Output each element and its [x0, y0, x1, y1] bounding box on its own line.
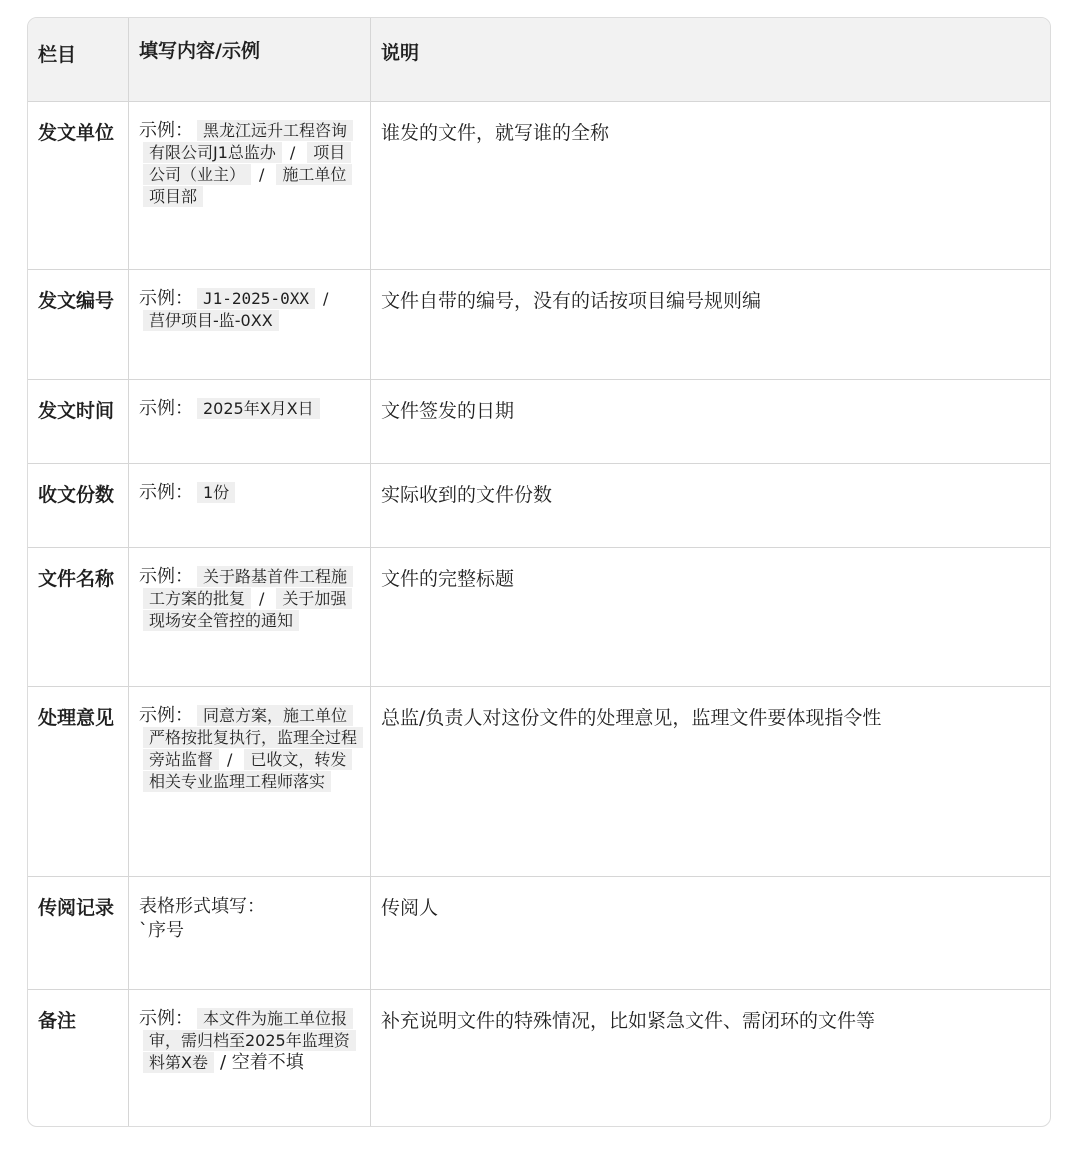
field-name: 收文份数 [28, 464, 129, 547]
example-cell [129, 380, 371, 463]
example-cell [129, 270, 371, 379]
example-value: 施工单位项目部 [143, 164, 352, 207]
table-row [28, 548, 1050, 687]
separator: / [259, 165, 265, 184]
example-tail-text: / 空着不填 [219, 1052, 304, 1073]
field-name: 处理意见 [28, 687, 129, 876]
example-prefix: 示例： [139, 288, 193, 309]
example-value: 1份 [197, 482, 235, 503]
description-cell: 文件的完整标题 [381, 568, 515, 590]
field-name: 备注 [28, 990, 129, 1126]
example-prefix: 示例： [139, 566, 193, 587]
table-header-row [28, 18, 1050, 102]
description-cell: 文件签发的日期 [381, 400, 515, 422]
example-prefix: 示例： [139, 398, 193, 419]
table-row [28, 270, 1050, 380]
separator: / [322, 289, 329, 308]
description-cell: 实际收到的文件份数 [381, 484, 553, 506]
description-cell: 谁发的文件，就写谁的全称 [381, 122, 610, 144]
example-cell [129, 464, 371, 547]
table-row [28, 464, 1050, 548]
description-cell: 总监/负责人对这份文件的处理意见，监理文件要体现指令性 [381, 707, 882, 729]
example-value: 2025年X月X日 [197, 398, 320, 419]
table-row [28, 380, 1050, 464]
example-value: 关于路基首件工程施工方案的批复 [143, 566, 353, 609]
example-cell [129, 548, 371, 686]
separator: / [259, 589, 265, 608]
example-prefix: 示例： [139, 482, 193, 503]
example-value: 同意方案，施工单位严格按批复执行，监理全过程旁站监督 [143, 705, 363, 770]
content-cell [129, 877, 371, 989]
example-cell [129, 990, 371, 1126]
example-value: J1-2025-0XX [197, 288, 315, 309]
example-value: 黑龙江远升工程咨询有限公司J1总监办 [143, 120, 353, 163]
table-row [28, 102, 1050, 270]
table-row [28, 990, 1050, 1126]
field-name: 发文单位 [28, 102, 129, 269]
example-cell [129, 102, 371, 269]
header-column-item: 栏目 [28, 18, 129, 101]
description-cell: 文件自带的编号，没有的话按项目编号规则编 [381, 290, 762, 312]
field-name: 发文编号 [28, 270, 129, 379]
separator: / [227, 750, 233, 769]
example-value: 莒伊项目-监-0XX [143, 310, 279, 331]
example-value: 已收文，转发相关专业监理工程师落实 [143, 749, 352, 792]
field-name: 文件名称 [28, 548, 129, 686]
fill-guide-table [27, 17, 1051, 1127]
example-value: 关于加强现场安全管控的通知 [143, 588, 352, 631]
example-value: 项目公司（业主） [143, 142, 351, 185]
description-cell: 补充说明文件的特殊情况，比如紧急文件、需闭环的文件等 [381, 1010, 876, 1032]
example-prefix: 示例： [139, 120, 193, 141]
field-name: 传阅记录 [28, 877, 129, 989]
content-line: 表格形式填写： [139, 896, 265, 917]
content-line: `序号 [139, 920, 184, 941]
description-cell: 传阅人 [381, 897, 439, 919]
example-prefix: 示例： [139, 705, 193, 726]
separator: / [289, 143, 296, 162]
header-column-description: 说明 [381, 42, 420, 64]
example-prefix: 示例： [139, 1008, 193, 1029]
table-row [28, 877, 1050, 990]
example-cell [129, 687, 371, 876]
header-column-content: 填写内容/示例 [129, 18, 371, 101]
example-value: 本文件为施工单位报审，需归档至2025年监理资料第X卷 [143, 1008, 356, 1073]
field-name: 发文时间 [28, 380, 129, 463]
table-row [28, 687, 1050, 877]
